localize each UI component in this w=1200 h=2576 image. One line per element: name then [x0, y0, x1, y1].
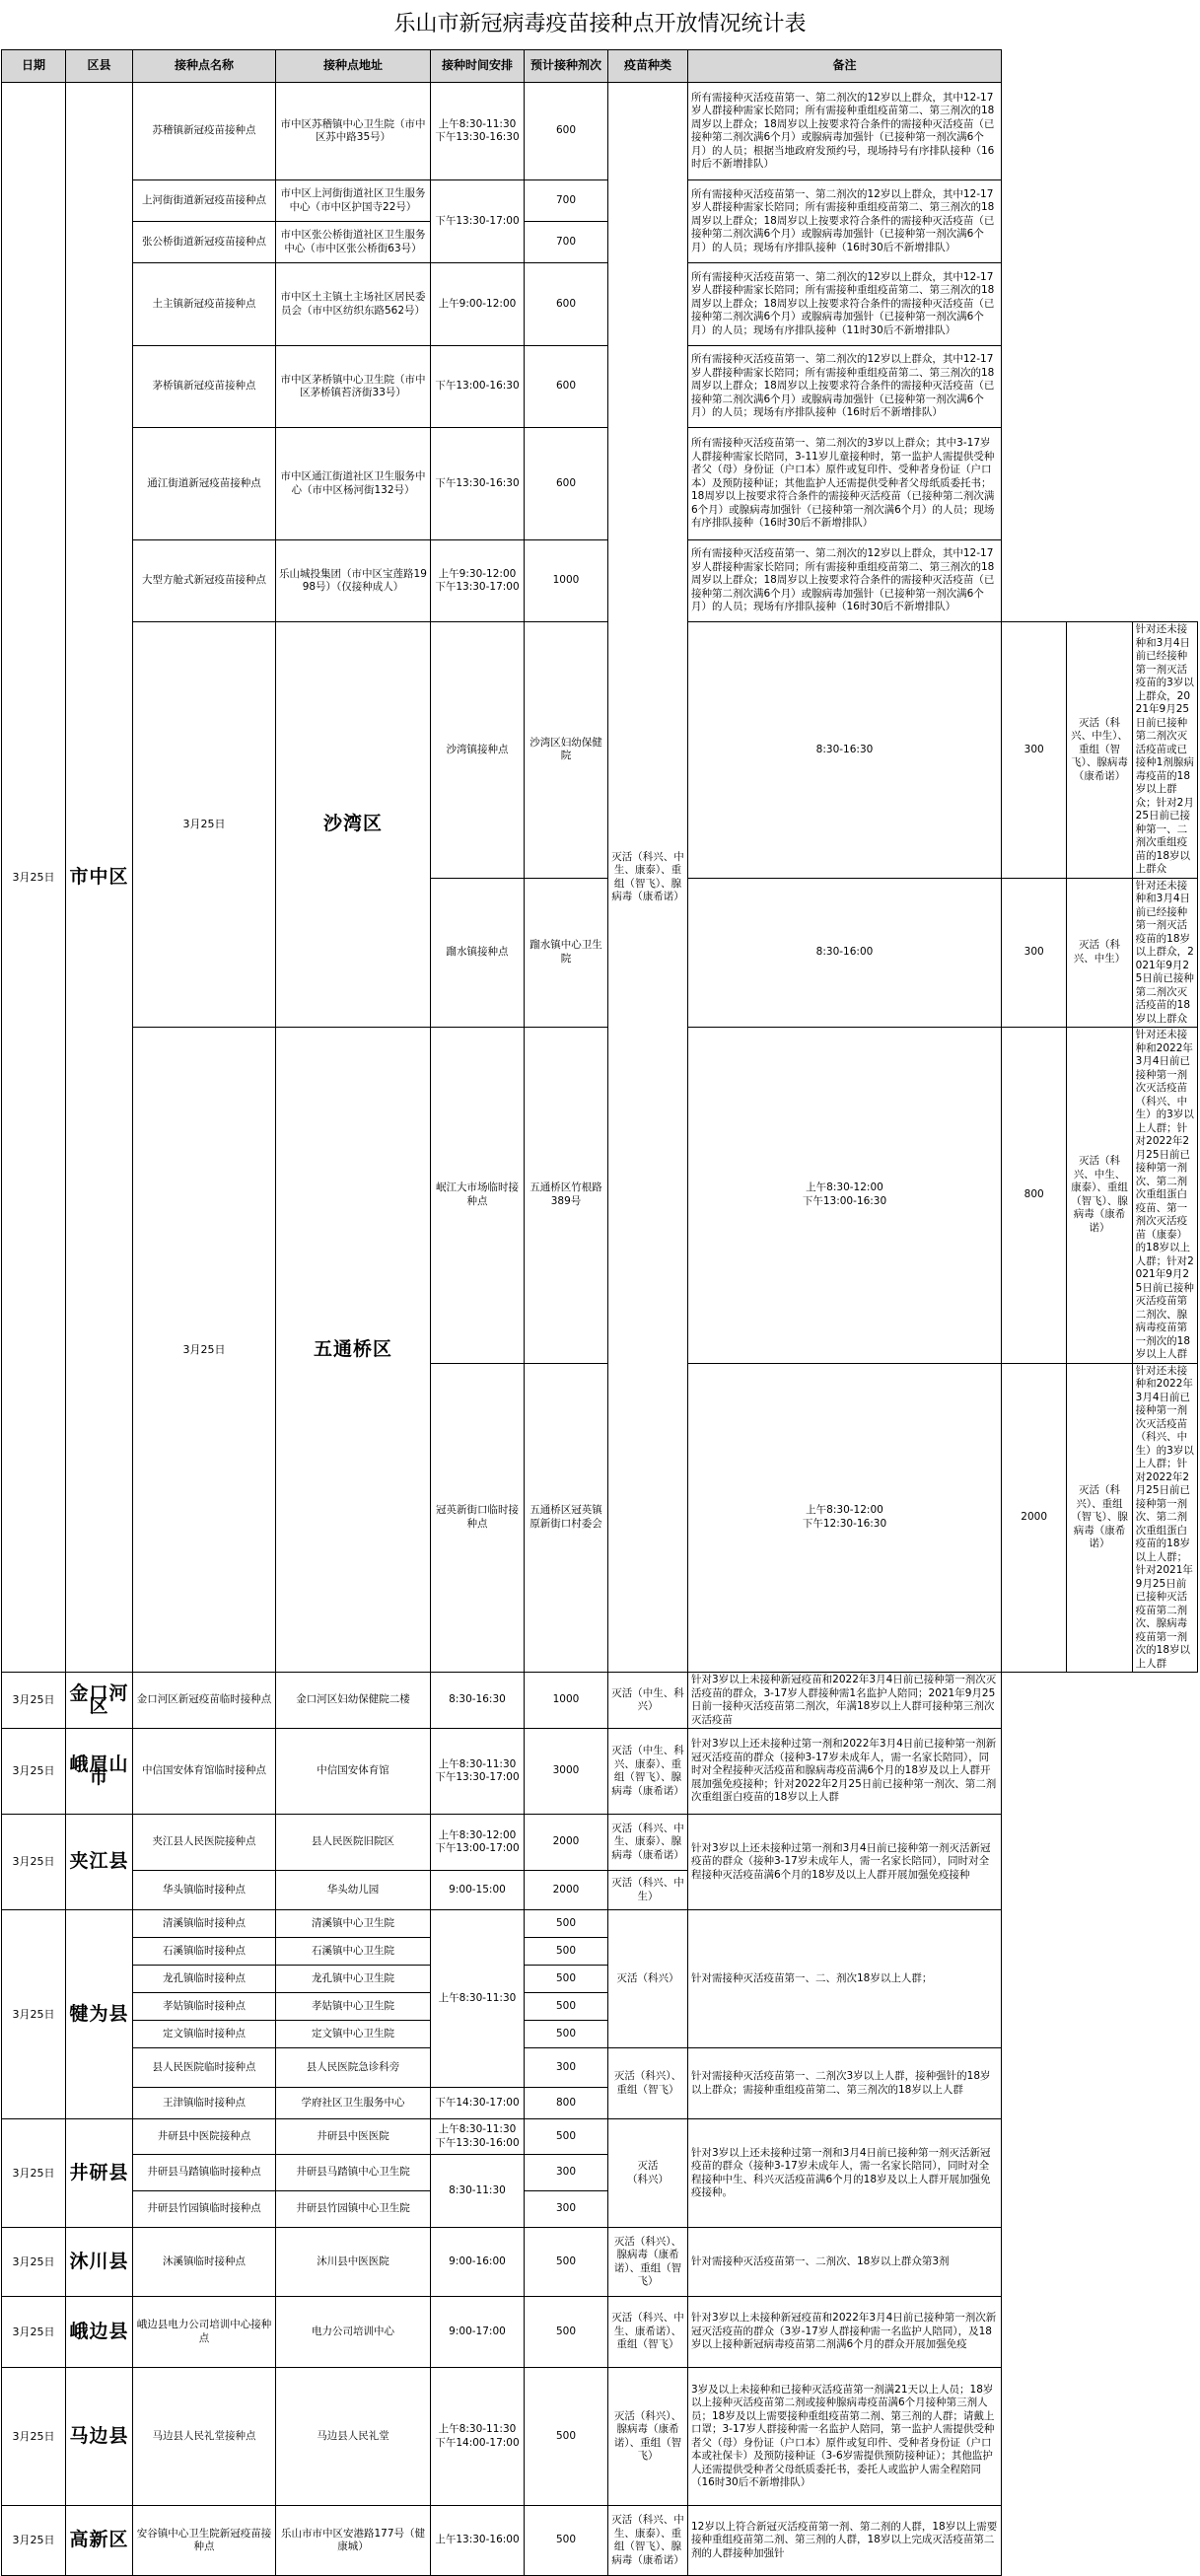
doses-cell: 500 — [525, 1938, 608, 1966]
table-cell: 300 — [1002, 878, 1067, 1028]
vaccine-type-cell: 灭活（科兴）、重组（智飞） — [608, 2048, 688, 2119]
schedule-cell: 下午14:30-17:00 — [431, 2088, 525, 2119]
site-name-cell: 茅桥镇新冠疫苗接种点 — [133, 346, 276, 428]
header-date: 日期 — [2, 50, 66, 83]
site-address-cell: 石溪镇中心卫生院 — [276, 1938, 431, 1966]
table-row — [2, 2119, 1198, 2155]
site-name-cell: 王津镇临时接种点 — [133, 2088, 276, 2119]
table-row — [2, 222, 1198, 263]
site-address-cell: 井研县竹园镇中心卫生院 — [276, 2191, 431, 2228]
remarks-cell: 上午8:30-12:00 下午12:30-16:30 — [688, 1363, 1002, 1673]
table-row — [2, 1673, 1198, 1729]
district-cell: 市中区 — [66, 83, 133, 1673]
doses-cell: 300 — [525, 2155, 608, 2191]
site-name-cell: 3月25日 — [133, 622, 276, 1028]
remarks-cell: 所有需接种灭活疫苗第一、第二剂次的12岁以上群众，其中12-17岁人群接种需家长陪同；所有需接种重组疫苗第二、第三剂次的18周岁以上群众；18周岁以上按要求符合条件的需接种灭活疫苗（已接种第二剂次满6个月）或腺病毒加强针（已接种第一剂次满6个月）的人员；现场有序排队接种（16时30后不新增排队） — [688, 540, 1002, 622]
schedule-cell: 9:00-16:00 — [431, 2228, 525, 2297]
site-address-cell: 龙孔镇中心卫生院 — [276, 1966, 431, 1993]
date-cell: 3月25日 — [2, 2297, 66, 2368]
site-address-cell: 电力公司培训中心 — [276, 2297, 431, 2368]
remarks-cell: 所有需接种灭活疫苗第一、第二剂次的12岁以上群众，其中12-17岁人群接种需家长陪同；所有需接种重组疫苗第二、第三剂次的18周岁以上群众；18周岁以上按要求符合条件的需接种灭活疫苗（已接种第二剂次满6个月）或腺病毒加强针（已接种第一剂次满6个月）的人员；根据当地政府发预约号，现场持号有序排队接种（16时后不新增排队） — [688, 83, 1002, 180]
table-row — [2, 2088, 1198, 2119]
site-name-cell: 峨边县电力公司培训中心接种点 — [133, 2297, 276, 2368]
vaccine-type-cell: 灭活（科兴）、腺病毒（康希诺）、重组（智飞） — [608, 2228, 688, 2297]
table-row — [2, 2155, 1198, 2191]
doses-cell: 3000 — [525, 1729, 608, 1815]
table-row — [2, 1729, 1198, 1815]
doses-cell: 2000 — [525, 1815, 608, 1871]
site-name-cell: 张公桥街道新冠疫苗接种点 — [133, 222, 276, 263]
schedule-cell: 上午8:30-11:30 — [431, 1910, 525, 2088]
doses-cell: 五通桥区竹根路389号 — [525, 1028, 608, 1364]
table-row — [2, 1910, 1198, 1938]
doses-cell: 600 — [525, 263, 608, 346]
date-cell: 3月25日 — [2, 83, 66, 1673]
schedule-cell: 沙湾镇接种点 — [431, 622, 525, 879]
table-row — [2, 263, 1198, 346]
remarks-cell: 针对3岁以上未接种新冠疫苗和2022年3月4日前已接种第一剂次灭活疫苗的群众，3-17岁人群接种需1名监护人陪同；2021年9月25日前一接种灭活疫苗第二剂次，年满18岁以上人群可接种第三剂次灭活疫苗 — [688, 1673, 1002, 1729]
date-cell: 3月25日 — [2, 2368, 66, 2506]
site-address-cell: 市中区上河街街道社区卫生服务中心（市中区护国寺22号） — [276, 180, 431, 222]
doses-cell: 500 — [525, 2228, 608, 2297]
table-row — [2, 1966, 1198, 1993]
doses-cell: 500 — [525, 1993, 608, 2021]
site-address-cell: 华头幼儿园 — [276, 1871, 431, 1910]
site-address-cell: 金口河区妇幼保健院二楼 — [276, 1673, 431, 1729]
site-address-cell: 孝姑镇中心卫生院 — [276, 1993, 431, 2021]
table-cell: 300 — [1002, 622, 1067, 879]
schedule-cell: 上午8:30-11:30 下午13:30-16:30 — [431, 83, 525, 180]
remarks-cell: 所有需接种灭活疫苗第一、第二剂次的12岁以上群众，其中12-17岁人群接种需家长陪同；所有需接种重组疫苗第二、第三剂次的18周岁以上群众；18周岁以上按要求符合条件的需接种灭活疫苗（已接种第二剂次满6个月）或腺病毒加强针（已接种第一剂次满6个月）的人员；现场有序排队接种（11时30后不新增排队） — [688, 263, 1002, 346]
table-body — [2, 83, 1198, 2576]
schedule-cell: 9:00-15:00 — [431, 1871, 525, 1910]
site-address-cell: 马边县人民礼堂 — [276, 2368, 431, 2506]
site-name-cell: 马边县人民礼堂接种点 — [133, 2368, 276, 2506]
table-row — [2, 2048, 1198, 2088]
table-cell: 针对还未接种和2022年3月4日前已接种第一剂次灭活疫苗（科兴、中生）的3岁以上人群；针对2022年2月25日前已接种第一剂次、第二剂次重组蛋白疫苗的18岁以上人群；针对2021年9月25日前已接种灭活疫苗第二剂次、腺病毒疫苗第一剂次的18岁以上人群 — [1132, 1363, 1197, 1673]
doses-cell: 蹓水镇中心卫生院 — [525, 878, 608, 1028]
table-row — [2, 2368, 1198, 2506]
doses-cell: 700 — [525, 222, 608, 263]
table-row — [2, 2506, 1198, 2576]
table-row — [2, 2297, 1198, 2368]
table-cell: 针对还未接种和3月4日前已经接种第一剂灭活疫苗的18岁以上群众，2021年9月25日前已接种第二剂次灭活疫苗的18岁以上群众 — [1132, 878, 1197, 1028]
vaccination-sites-table — [1, 49, 1198, 2576]
doses-cell: 700 — [525, 180, 608, 222]
district-cell: 马边县 — [66, 2368, 133, 2506]
site-name-cell: 孝姑镇临时接种点 — [133, 1993, 276, 2021]
site-name-cell: 沐溪镇临时接种点 — [133, 2228, 276, 2297]
doses-cell: 500 — [525, 2119, 608, 2155]
district-cell: 沐川县 — [66, 2228, 133, 2297]
site-address-cell: 五通桥区 — [276, 1028, 431, 1673]
remarks-cell: 3岁及以上未接种和已接种灭活疫苗第一剂满21天以上人员；18岁以上接种灭活疫苗第二剂或接种腺病毒疫苗满6个月接种第三剂人员；18岁及以上需要接种重组疫苗第二剂、第三剂的人群；请戴上口罩；3-17岁人群接种需一名监护人陪同，第一监护人需提供受种者父（母）身份证（户口本）原件或复印件、受种者身份证（户口本或社保卡）及预防接种证（3-6岁需提供预防接种证）；其他监护人还需提供受种者父母纸质委托书，委托人或监护人需全程陪同（16时30后不新增排队） — [688, 2368, 1002, 2506]
site-address-cell: 学府社区卫生服务中心 — [276, 2088, 431, 2119]
date-cell: 3月25日 — [2, 1815, 66, 1910]
schedule-cell: 上午9:00-12:00 — [431, 263, 525, 346]
header-schedule: 接种时间安排 — [431, 50, 525, 83]
table-row — [2, 180, 1198, 222]
table-row — [2, 2021, 1198, 2048]
remarks-cell: 针对需接种灭活疫苗第一、二剂次、18岁以上群众第3剂 — [688, 2228, 1002, 2297]
schedule-cell: 蹓水镇接种点 — [431, 878, 525, 1028]
remarks-cell: 上午8:30-12:00 下午13:00-16:30 — [688, 1028, 1002, 1364]
page-title: 乐山市新冠病毒疫苗接种点开放情况统计表 — [393, 12, 807, 36]
remarks-cell: 所有需接种灭活疫苗第一、第二剂次的12岁以上群众，其中12-17岁人群接种需家长陪同；所有需接种重组疫苗第二、第三剂次的18周岁以上群众；18周岁以上按要求符合条件的需接种灭活疫苗（已接种第二剂次满6个月）或腺病毒加强针（已接种第一剂次满6个月）的人员；现场有序排队接种（16时后不新增排队） — [688, 346, 1002, 428]
table-row — [2, 540, 1198, 622]
table-cell: 2000 — [1002, 1363, 1067, 1673]
schedule-cell: 上午8:30-12:00 下午13:00-17:00 — [431, 1815, 525, 1871]
doses-cell: 600 — [525, 346, 608, 428]
vaccine-type-cell: 灭活（科兴） — [608, 1910, 688, 2048]
vaccine-type-cell: 灭活（中生、科兴） — [608, 1673, 688, 1729]
schedule-cell: 上午8:30-11:30 下午13:30-17:00 — [431, 1729, 525, 1815]
site-name-cell: 通江街道新冠疫苗接种点 — [133, 428, 276, 540]
vaccine-type-cell: 灭活（科兴、中生、康泰）、腺病毒（康希诺） — [608, 1815, 688, 1871]
table-cell: 800 — [1002, 1028, 1067, 1364]
schedule-cell: 上午9:30-12:00 下午13:30-17:00 — [431, 540, 525, 622]
date-cell: 3月25日 — [2, 2506, 66, 2576]
schedule-cell: 冠英新街口临时接种点 — [431, 1363, 525, 1673]
site-name-cell: 清溪镇临时接种点 — [133, 1910, 276, 1938]
doses-cell: 300 — [525, 2048, 608, 2088]
site-name-cell: 华头镇临时接种点 — [133, 1871, 276, 1910]
site-name-cell: 龙孔镇临时接种点 — [133, 1966, 276, 1993]
site-address-cell: 县人民医院旧院区 — [276, 1815, 431, 1871]
table-row — [2, 1871, 1198, 1910]
district-cell: 井研县 — [66, 2119, 133, 2228]
site-name-cell: 金口河区新冠疫苗临时接种点 — [133, 1673, 276, 1729]
vaccine-type-cell: 灭活（科兴、中生） — [608, 1871, 688, 1910]
table-row — [2, 428, 1198, 540]
remarks-cell: 针对需接种灭活疫苗第一、二、剂次18岁以上人群； — [688, 1910, 1002, 2048]
table-row — [2, 346, 1198, 428]
schedule-cell: 上午13:30-16:00 — [431, 2506, 525, 2576]
site-address-cell: 井研县中医医院 — [276, 2119, 431, 2155]
site-address-cell: 县人民医院急诊科旁 — [276, 2048, 431, 2088]
doses-cell: 1000 — [525, 540, 608, 622]
site-address-cell: 市中区通江街道社区卫生服务中心（市中区杨河街132号） — [276, 428, 431, 540]
table-row — [2, 83, 1198, 180]
site-name-cell: 大型方舱式新冠疫苗接种点 — [133, 540, 276, 622]
vaccine-type-cell: 灭活（科兴、中生、康希诺）、重组（智飞） — [608, 2297, 688, 2368]
doses-cell: 1000 — [525, 1673, 608, 1729]
doses-cell: 500 — [525, 1966, 608, 1993]
site-name-cell: 上河街街道新冠疫苗接种点 — [133, 180, 276, 222]
district-cell: 金口河区 — [66, 1673, 133, 1729]
site-address-cell: 市中区茅桥镇中心卫生院（市中区茅桥镇苔济街33号） — [276, 346, 431, 428]
header-district: 区县 — [66, 50, 133, 83]
doses-cell: 800 — [525, 2088, 608, 2119]
date-cell: 3月25日 — [2, 2119, 66, 2228]
doses-cell: 500 — [525, 2297, 608, 2368]
vaccine-type-cell: 灭活（科兴）、腺病毒（康希诺）、重组（智飞） — [608, 2368, 688, 2506]
remarks-cell: 8:30-16:30 — [688, 622, 1002, 879]
doses-cell: 500 — [525, 2506, 608, 2576]
remarks-cell: 8:30-16:00 — [688, 878, 1002, 1028]
schedule-cell: 下午13:30-17:00 — [431, 180, 525, 263]
remarks-cell: 所有需接种灭活疫苗第一、第二剂次的3岁以上群众；其中3-17岁人群接种需家长陪同，3-11岁儿童接种时，第一监护人需提供受种者父（母）身份证（户口本）原件或复印件、受种者身份证（户口本）及预防接种证；其他监护人还需提供受种者父母纸质委托书；18周岁以上按要求符合条件的需接种灭活疫苗（已接种第二剂次满6个月）或腺病毒加强针（已接种第一剂次满6个月）的人员；现场有序排队接种（16时30后不新增排队） — [688, 428, 1002, 540]
site-name-cell: 井研县竹园镇临时接种点 — [133, 2191, 276, 2228]
remarks-cell: 针对3岁以上还未接种过第一剂和2022年3月4日前已接种第一剂新冠灭活疫苗的群众（接种3-17岁未成年人，需一名家长陪同），同时对全程接种灭活疫苗和腺病毒疫苗满6个月的18岁及以上人群开展加强免疫接种；针对2022年2月25日前已接种第一剂次、第二剂次重组蛋白疫苗的18岁以上人群 — [688, 1729, 1002, 1815]
schedule-cell: 岷江大市场临时接种点 — [431, 1028, 525, 1364]
site-address-cell: 市中区苏稽镇中心卫生院（市中区苏中路35号） — [276, 83, 431, 180]
vaccine-type-cell: 灭活（科兴、中生、康泰）、重组（智飞）、腺病毒（康希诺） — [608, 83, 688, 1673]
table-row — [2, 1815, 1198, 1871]
schedule-cell: 8:30-11:30 — [431, 2155, 525, 2228]
date-cell: 3月25日 — [2, 1729, 66, 1815]
site-name-cell: 石溪镇临时接种点 — [133, 1938, 276, 1966]
remarks-cell: 针对3岁以上还未接种过第一剂和3月4日前已接种第一剂灭活新冠疫苗的群众（接种3-17岁未成年人，需一名家长陪同），同时对全程接种灭活疫苗满6个月的18岁及以上人群开展加强免疫接种 — [688, 1815, 1002, 1910]
district-cell: 犍为县 — [66, 1910, 133, 2119]
district-cell: 夹江县 — [66, 1815, 133, 1910]
site-name-cell: 井研县马踏镇临时接种点 — [133, 2155, 276, 2191]
site-name-cell: 夹江县人民医院接种点 — [133, 1815, 276, 1871]
doses-cell: 500 — [525, 2021, 608, 2048]
district-cell: 峨眉山市 — [66, 1729, 133, 1815]
table-row — [2, 2191, 1198, 2228]
district-cell: 峨边县 — [66, 2297, 133, 2368]
remarks-cell: 所有需接种灭活疫苗第一、第二剂次的12岁以上群众，其中12-17岁人群接种需家长陪同；所有需接种重组疫苗第二、第三剂次的18周岁以上群众；18周岁以上按要求符合条件的需接种灭活疫苗（已接种第二剂次满6个月）或腺病毒加强针（已接种第一剂次满6个月）的人员；现场有序排队接种（16时30后不新增排队） — [688, 180, 1002, 263]
header-site-name: 接种点名称 — [133, 50, 276, 83]
header-vaccine-type: 疫苗种类 — [608, 50, 688, 83]
table-header-row — [2, 50, 1198, 83]
table-row — [2, 1938, 1198, 1966]
date-cell: 3月25日 — [2, 2228, 66, 2297]
doses-cell: 600 — [525, 83, 608, 180]
table-cell: 针对还未接种和2022年3月4日前已接种第一剂次灭活疫苗（科兴、中生）的3岁以上人群；针对2022年2月25日前已接种第一剂次、第二剂次重组蛋白疫苗、第一剂次灭活疫苗（康泰）的18岁以上人群；针对2021年9月25日前已接种灭活疫苗第二剂次、腺病毒疫苗第一剂次的18岁以上人群 — [1132, 1028, 1197, 1364]
site-name-cell: 苏稽镇新冠疫苗接种点 — [133, 83, 276, 180]
header-site-address: 接种点地址 — [276, 50, 431, 83]
doses-cell: 300 — [525, 2191, 608, 2228]
remarks-cell: 针对需接种灭活疫苗第一、二剂次3岁以上人群，接种强针的18岁以上群众；需接种重组疫苗第二、第三剂次的18岁以上人群 — [688, 2048, 1002, 2119]
site-address-cell: 市中区张公桥街道社区卫生服务中心（市中区张公桥街63号） — [276, 222, 431, 263]
schedule-cell: 下午13:00-16:30 — [431, 346, 525, 428]
vaccine-type-cell: 灭活（科兴、中生、康泰）、重组（智飞）、腺病毒（康希诺） — [608, 2506, 688, 2576]
site-name-cell: 安谷镇中心卫生院新冠疫苗接种点 — [133, 2506, 276, 2576]
site-address-cell: 市中区土主镇土主场社区居民委员会（市中区纺织东路562号） — [276, 263, 431, 346]
doses-cell: 沙湾区妇幼保健院 — [525, 622, 608, 879]
site-name-cell: 井研县中医院接种点 — [133, 2119, 276, 2155]
doses-cell: 600 — [525, 428, 608, 540]
vaccine-type-cell: 灭活 （科兴） — [608, 2119, 688, 2228]
table-cell: 灭活（科兴）、重组（智飞）、腺病毒（康希诺） — [1067, 1363, 1132, 1673]
site-address-cell: 乐山城投集团（市中区宝莲路1998号）（仅接种成人） — [276, 540, 431, 622]
vaccine-type-cell: 灭活（中生、科兴、康泰）、重组（智飞）、腺病毒（康希诺） — [608, 1729, 688, 1815]
table-cell: 灭活（科兴、中生、康泰）、重组（智飞）、腺病毒（康希诺） — [1067, 1028, 1132, 1364]
schedule-cell: 上午8:30-11:30 下午14:00-17:00 — [431, 2368, 525, 2506]
doses-cell: 五通桥区冠英镇原新街口村委会 — [525, 1363, 608, 1673]
site-name-cell: 中信国安体育馆临时接种点 — [133, 1729, 276, 1815]
doses-cell: 500 — [525, 2368, 608, 2506]
table-row — [2, 1993, 1198, 2021]
table-row — [2, 1028, 1198, 1364]
header-remarks: 备注 — [688, 50, 1002, 83]
remarks-cell: 针对3岁以上未接种新冠疫苗和2022年3月4日前已接种第一剂次新冠灭活疫苗的群众（3岁-17岁人群接种需一名监护人陪同），及18岁以上接种新冠病毒疫苗第二剂满6个月的群众开展加强免疫 — [688, 2297, 1002, 2368]
date-cell: 3月25日 — [2, 1673, 66, 1729]
schedule-cell: 9:00-17:00 — [431, 2297, 525, 2368]
site-name-cell: 定文镇临时接种点 — [133, 2021, 276, 2048]
site-address-cell: 沙湾区 — [276, 622, 431, 1028]
site-address-cell: 定文镇中心卫生院 — [276, 2021, 431, 2048]
remarks-cell: 针对3岁以上还未接种过第一剂和3月4日前已接种第一剂灭活新冠疫苗的群众（接种3-17岁未成年人，需一名家长陪同），同时对全程接种中生、科兴灭活疫苗满6个月的18岁及以上人群开展加强免疫接种。 — [688, 2119, 1002, 2228]
table-cell: 灭活（科兴、中生）、重组（智飞）、腺病毒（康希诺） — [1067, 622, 1132, 879]
schedule-cell: 8:30-16:30 — [431, 1673, 525, 1729]
table-cell: 针对还未接种和3月4日前已经接种第一剂灭活疫苗的3岁以上群众，2021年9月25日前已接种第二剂次灭活疫苗或已接种1剂腺病毒疫苗的18岁以上群众；针对2月25日前已接种第一、二剂次重组疫苗的18岁以上群众 — [1132, 622, 1197, 879]
site-address-cell: 清溪镇中心卫生院 — [276, 1910, 431, 1938]
site-address-cell: 沐川县中医医院 — [276, 2228, 431, 2297]
doses-cell: 500 — [525, 1910, 608, 1938]
site-address-cell: 井研县马踏镇中心卫生院 — [276, 2155, 431, 2191]
table-row — [2, 622, 1198, 879]
site-name-cell: 3月25日 — [133, 1028, 276, 1673]
schedule-cell: 下午13:30-16:30 — [431, 428, 525, 540]
schedule-cell: 上午8:30-11:30 下午13:30-16:00 — [431, 2119, 525, 2155]
site-name-cell: 县人民医院临时接种点 — [133, 2048, 276, 2088]
district-cell: 高新区 — [66, 2506, 133, 2576]
doses-cell: 2000 — [525, 1871, 608, 1910]
header-expected-doses: 预计接种剂次 — [525, 50, 608, 83]
table-cell: 灭活（科兴、中生） — [1067, 878, 1132, 1028]
site-address-cell: 乐山市市中区安港路177号（健康城） — [276, 2506, 431, 2576]
remarks-cell: 12岁以上符合新冠灭活疫苗第一剂、第二剂的人群，18岁以上需要接种重组疫苗第二剂、第三剂的人群，18岁以上完成灭活疫苗第二剂的人群接种加强针 — [688, 2506, 1002, 2576]
table-row — [2, 2228, 1198, 2297]
site-address-cell: 中信国安体育馆 — [276, 1729, 431, 1815]
site-name-cell: 土主镇新冠疫苗接种点 — [133, 263, 276, 346]
date-cell: 3月25日 — [2, 1910, 66, 2119]
